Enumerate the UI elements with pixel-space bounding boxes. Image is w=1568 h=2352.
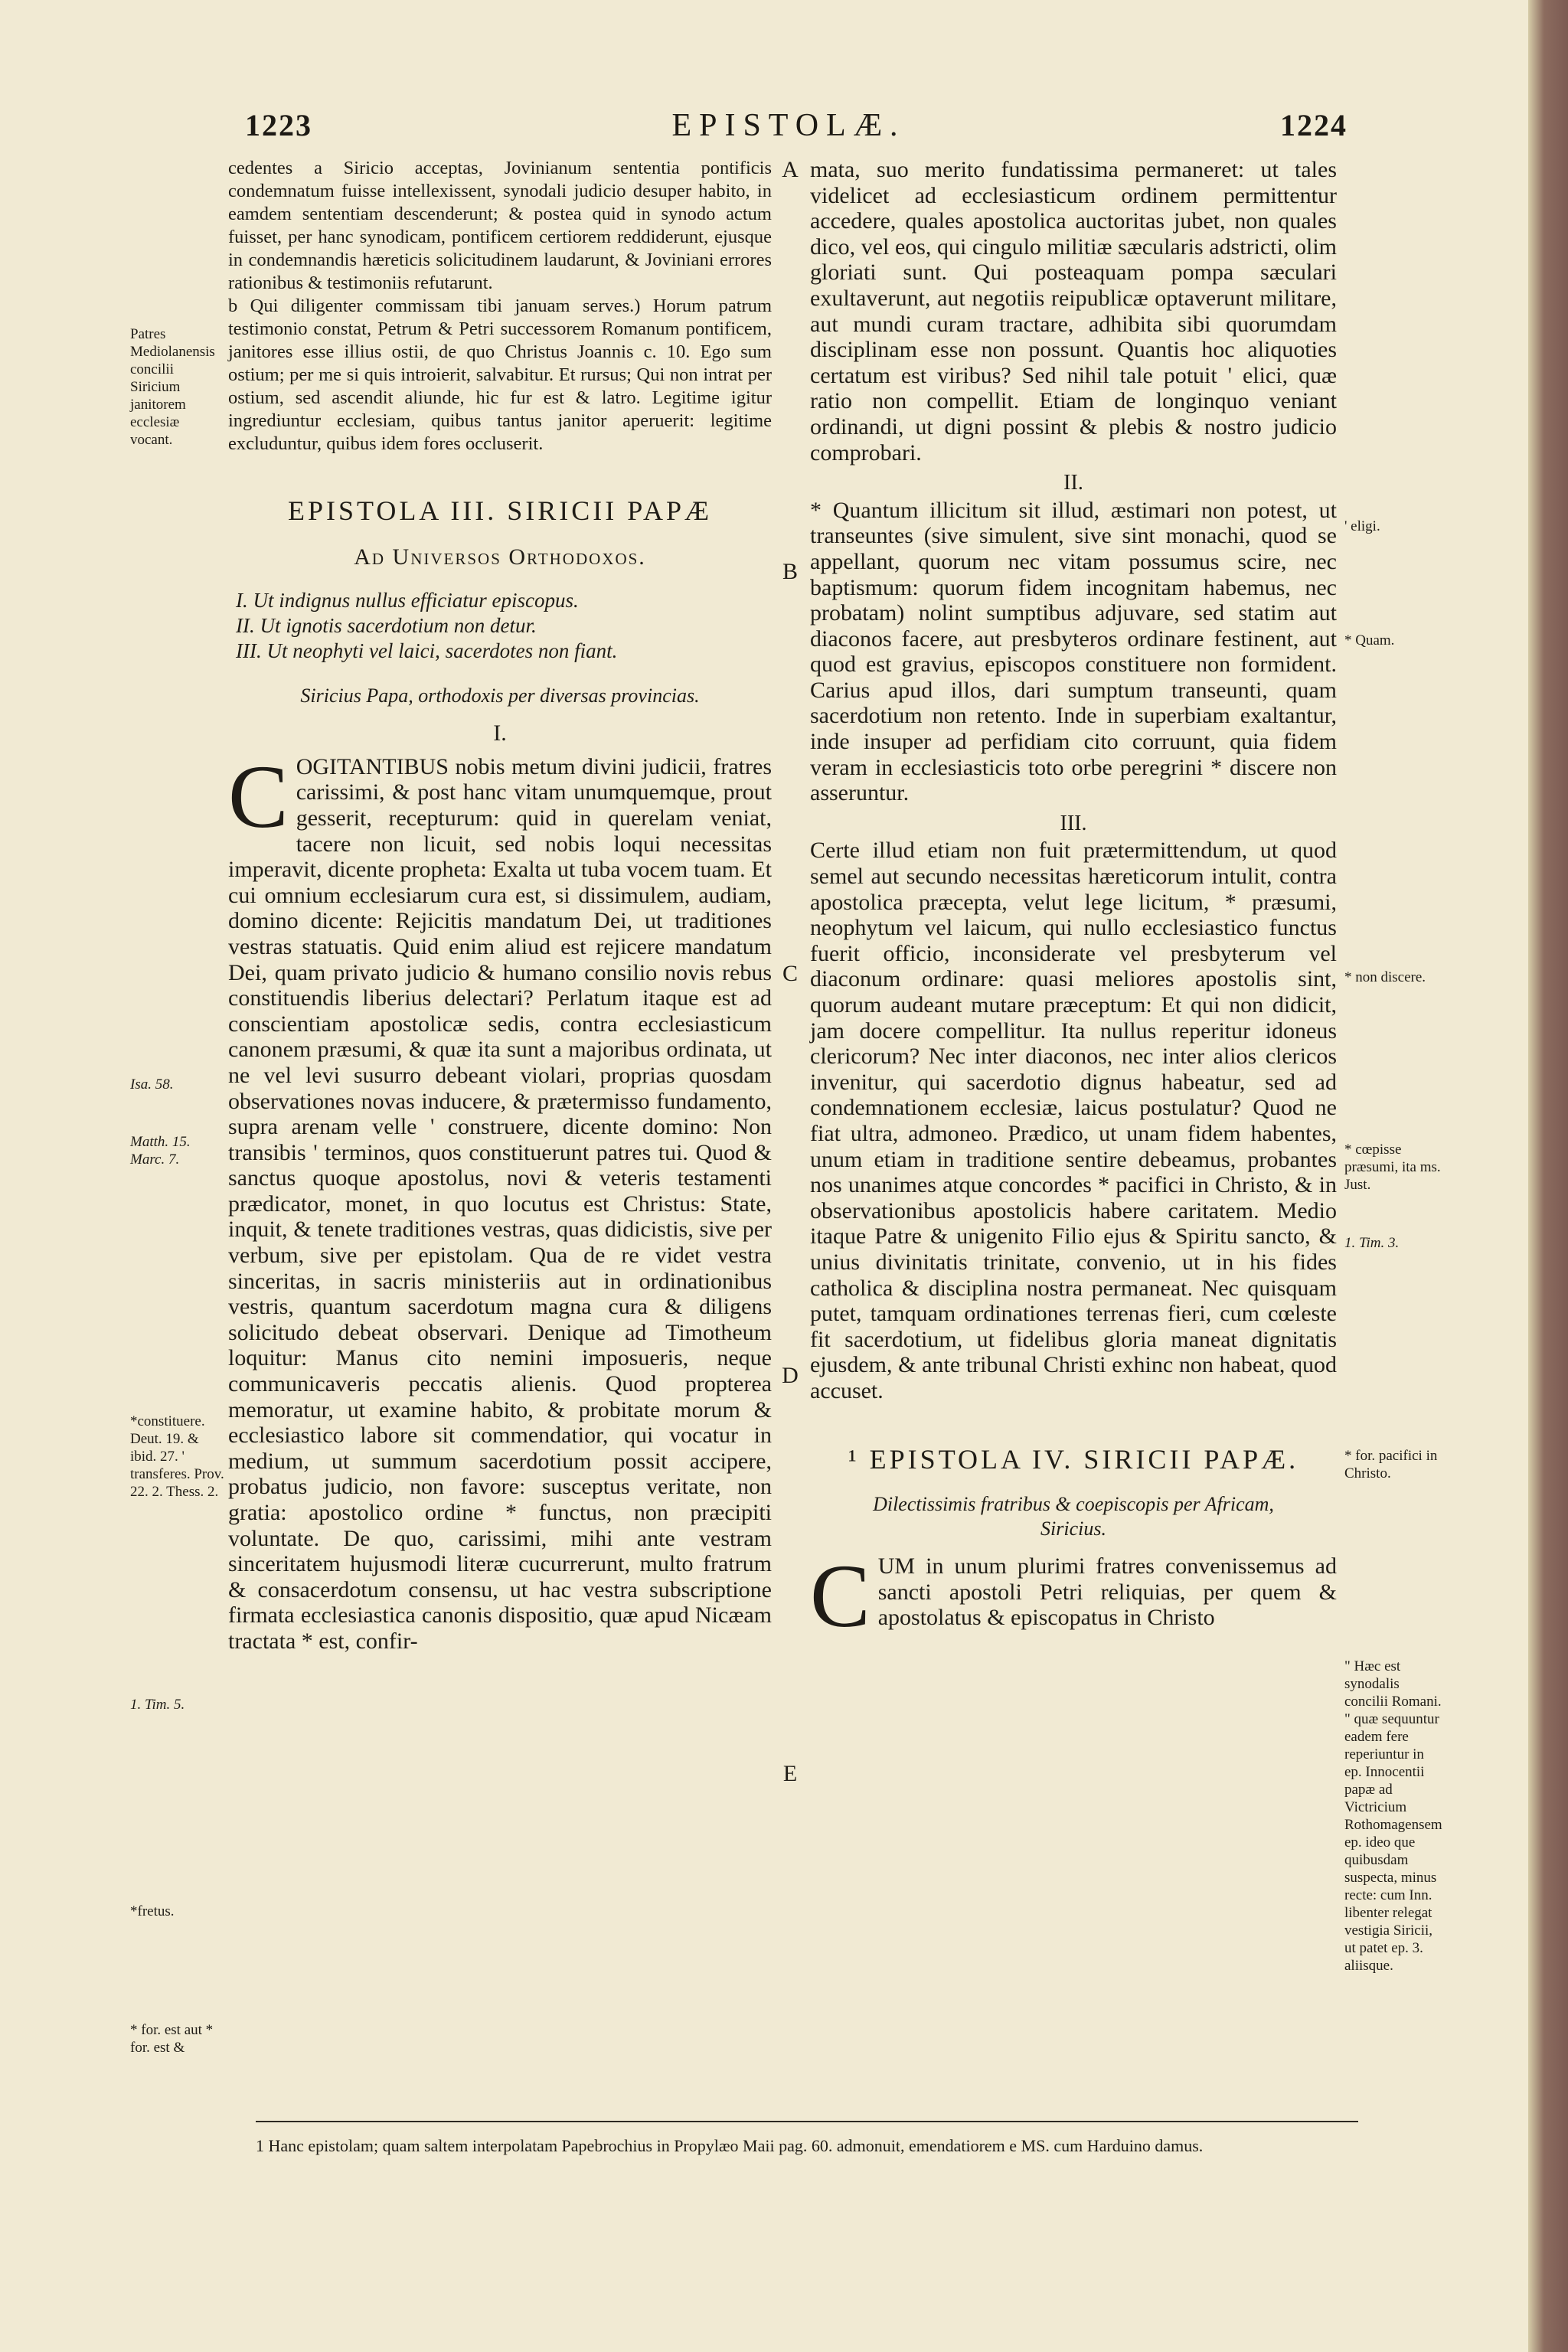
body-text: OGITANTIBUS nobis metum divini judicii, fratres carissimi, & post hanc vitam unumquemque, prout gesserit, recepturum: quid in querelam veniat, tacere non licuit, sed nobis loqui necessitas imperavit, dicente propheta: Exalta ut tuba vocem tuam. Et cui omnium ecclesiarum cura est, si dissimulem, audiam, domino dicente: Rejicitis mandatum Dei, ut traditiones vestras statuatis. Quid enim aliud est rejicere mandatum Dei, quam privato judicio & humano consilio novis rebus constituendis liberius delectari? Perlatum itaque est ad conscientiam apostolicæ sedis, contra ecclesiasticum canonem præsumi, & quæ ita sunt a majoribus ordinata, ut ne vel levi susurro debeant violari, proprias quosdam observationes novas inducere, & prætermisso fundamento, supra arenam velle ' construere, dicente domino: Non transibis ' terminos, quos constituerunt patres tui. Quod & sanctus quoque apostolus, novi & veteris testamenti prædicator, monet, in quo locutus est Christus: State, inquit, & tenete traditiones vestras, quas didicistis, sive per verbum, sive per epistolam. Qua de re videt vestra sinceritas, in sacris ministeriis aut in ordinationibus vestris, quantum sacerdotum magna cura & diligens solicitudo debeat observari. Denique ad Timotheum loquitur: Manus cito nemini imposueris, neque communicaveris peccatis alienis. Quod propterea memoratur, ut examine habito, & probitate morum & ecclesiastico labore sit commendatior, qui vocatur in medium, ut summum sacerdotium possit accipere, probatus judicio, non favore: susceptus veritate, non gratia: apostolico ordine * functus, non præcipiti voluntate. De quo, carissimi, mihi ante vestram sinceritatem hujusmodi literæ cucurrerunt, multo fratrum & consacerdotum consensu, ut hac vestra subscriptione firmata ecclesiastica canonis dispositio, quæ apud Nicæam tractata * est, confir- [228, 753, 772, 1654]
margin-note: * for. pacifici in Christo. [1344, 1448, 1438, 1481]
section-letter: B [782, 559, 798, 584]
epistle-3-address: Ad Universos Orthodoxos. [354, 544, 646, 570]
margin-note: Patres Mediolanensis concilii Siricium janitorem ecclesiæ vocant. [130, 326, 215, 448]
right-column [810, 157, 1337, 1647]
margin-note: *fretus. [130, 1903, 175, 1919]
section-number: II. [1063, 471, 1083, 495]
chapter-summary [228, 588, 772, 664]
epistle-3-continued: mata, suo merito fundatissima permaneret: ut tales videlicet ad ecclesiasticum ordinem permittentur accedere, quales apostolica auctoritas jubet, non quales dico, vel eos, qui cingulo militiæ sæcularis adstricti, olim gloriati sunt. Qui posteaquam pompa sæculari exultaverunt, aut negotiis reipublicæ optaverunt militare, aut mundi curam tractare, adhibita sibi quorumdam disciplinam esse non possunt. Quantis hoc aliquoties certatum est viribus? Sed nihil tale potuit ' elici, quæ ratio non compellit. Etiam de longinquo veniant ordinandi, ut digni possint & plebis & nostro judicio comprobari. [810, 157, 1337, 466]
drop-cap: C [810, 1546, 871, 1647]
running-title: EPISTOLÆ. [671, 108, 906, 143]
margin-note: 1. Tim. 5. [130, 1697, 185, 1713]
left-column [228, 157, 772, 1655]
epistle-4-title: ¹ EPISTOLA IV. SIRICII PAPÆ. [848, 1443, 1299, 1475]
page-number-right: 1224 [1280, 108, 1348, 142]
footnote: 1 Hanc epistolam; quam saltem interpolatam Papebrochius in Propylæo Maii pag. 60. admonuit, emendatiorem e MS. cum Harduino damus. [256, 2136, 1204, 2155]
note-paragraph-a: cedentes a Siricio acceptas, Jovinianum sententia pontificis condemnatum fuisse intellexissent, synodali judicio desuper habito, in eamdem sententiam descenderunt; & postea quid in synodo actum fuisset, per hanc synodicam, pontificem certiorem reddiderunt, ejusque in condemnandis hæreticis solicitudinem laudarunt, & Joviniani errores rationibus & testimoniis refutarunt. [228, 158, 772, 293]
section-number: III. [1060, 811, 1087, 835]
drop-cap: C [228, 746, 289, 847]
section-letter: C [782, 961, 798, 986]
section-letter: D [782, 1363, 799, 1388]
margin-note: Matth. 15. Marc. 7. [130, 1134, 191, 1168]
margin-note: * non discere. [1344, 969, 1426, 985]
section-2-text: * Quantum illicitum sit illud, æstimari non potest, ut transeuntes (sive simulent, sive sint monachi, quod se appellant, quorum nec vitam possumus scire, nec baptismum: quorum fidem incognitam habemus, nec probatam) nolint sumptibus adjuvare, sed statim aut diaconos facere, aut presbyteros ordinare festinent, aut quod est gravius, episcopos constituere non formident. Carius apud illos, dari sumptum transeunti, quam sacerdotium non retento. Inde in superbiam exaltantur, inde insuper ad perfidiam cito corruunt, quia fidem veram in ecclesiasticis toto orbe peregrini * discere non asseruntur. [810, 497, 1337, 806]
summary-item: II. Ut ignotis sacerdotium non detur. [236, 614, 537, 638]
section-letter: E [782, 1761, 798, 1786]
margin-note: ' eligi. [1344, 518, 1380, 534]
footnote-rule [256, 2121, 1358, 2122]
margin-note: Isa. 58. [130, 1076, 174, 1093]
page-number-left: 1223 [245, 108, 312, 142]
page-edge [1528, 0, 1568, 2352]
margin-note: * for. est aut * for. est & [130, 2022, 214, 2056]
section-3-text: Certe illud etiam non fuit prætermittendum, ut quod semel aut secundo necessitas hæreticorum intulit, contra apostolica præcepta, velut lege licitum, * præsumi, neophytum vel laicum, qui nullo ecclesiastico functus fuerit officio, inconsiderate vel presbyterum vel diaconum ordinare: quasi meliores apostolis sint, quorum audeant mutare præceptum: Et qui non didicit, jam docere compellitur. Ita nullus reperitur idoneus clericorum? Nec inter diaconos, nec inter alios clericos invenitur, qui sacerdotio dignus habeatur, sed ad condemnationem ecclesiæ, laicus postulatur? Quod ne fiat ultra, admoneo. Prædico, ut unam fidem habentes, unum etiam in traditione sentire debeamus, probantes nos unanimes atque concordes * pacifici in Christo, & in observationibus apostolicis habere caritatem. Medio itaque Patre & unigenito Filio ejus & Spiritu sancto, & unius divinitatis trinitate, convenio, ut in his fides catholica & disciplina nostra permaneat. Nec quisquam putet, tamquam ordinationes terrenas fieri, cum cœleste fit sacerdotium, ut fidelibus gloria maneat dignitatis ejusdem, & ante tribunal Christi exhinc non habeat, quod accuset. [810, 838, 1337, 1403]
body-text: UM in unum plurimi fratres convenissemus ad sancti apostoli Petri reliquias, per quem & apostolatus & episcopatus in Christo [877, 1553, 1337, 1631]
epistle-4-salutation: Dilectissimis fratribus & coepiscopis per Africam, Siricius. [873, 1493, 1274, 1540]
running-head [230, 107, 1348, 153]
note-paragraph-b: b Qui diligenter commissam tibi januam serves.) Horum patrum testimonio constat, Petrum & Petri successorem Romanum pontificem, janitores esse illius ostii, de quo Christus Joannis c. 10. Ego sum ostium; per me si quis introierit, salvabitur. Et rursus; Qui non intrat per ostium, sed ascendit aliunde, hic fur est & latro. Legitime igitur ingrediuntur ecclesiam, quibus tantus janitor aperuerit: legitime excluduntur, quibus idem fores occluserit. [228, 296, 772, 454]
section-letter: A [782, 157, 799, 182]
margin-note: " Hæc est synodalis concilii Romani. " quæ sequuntur eadem fere reperiuntur in ep. Innocentii papæ ad Victricium Rothomagensem ep. ideo que quibusdam suspecta, minus recte: cum Inn. libenter relegat vestigia Siricii, ut patet ep. 3. aliisque. [1344, 1658, 1442, 1974]
epistle-4-body [810, 1546, 1337, 1647]
margin-note: * Quam. [1344, 632, 1395, 648]
epistle-3-body [228, 746, 772, 1655]
section-number: I. [493, 720, 507, 746]
margin-note: 1. Tim. 3. [1344, 1235, 1400, 1251]
margin-note: *constituere. Deut. 19. & ibid. 27. ' transferes. Prov. 22. 2. Thess. 2. [130, 1413, 224, 1500]
summary-item: III. Ut neophyti vel laici, sacerdotes non fiant. [236, 639, 618, 663]
summary-item: I. Ut indignus nullus efficiatur episcopus. [236, 589, 579, 612]
epistle-3-title: EPISTOLA III. SIRICII PAPÆ [287, 495, 713, 526]
margin-note: * cœpisse præsumi, ita ms. Just. [1344, 1142, 1441, 1193]
salutation: Siricius Papa, orthodoxis per diversas provincias. [300, 684, 700, 707]
